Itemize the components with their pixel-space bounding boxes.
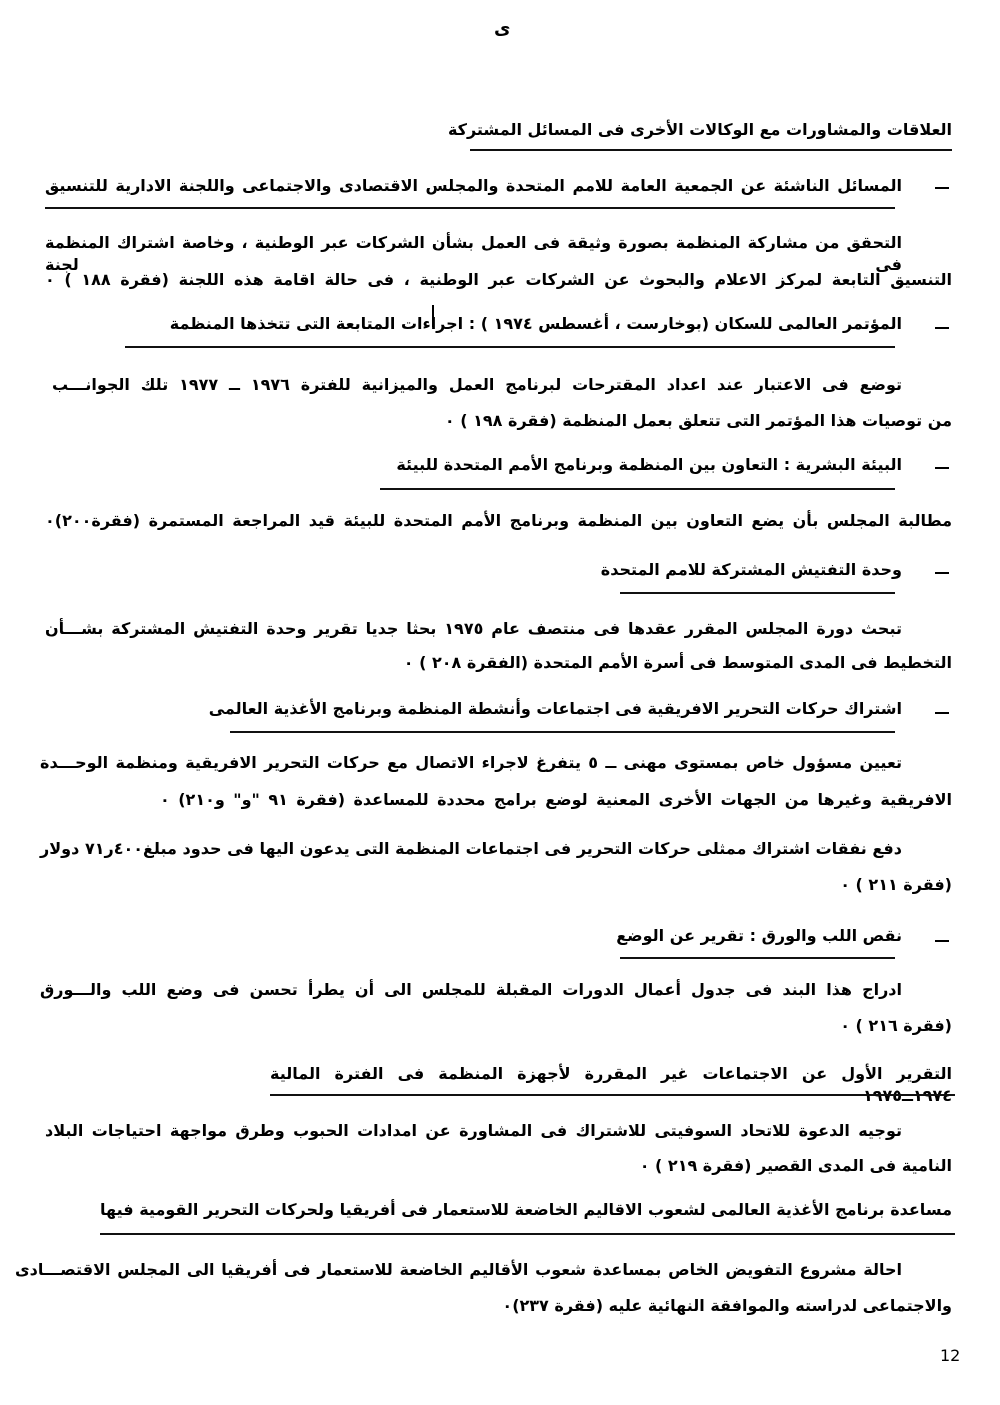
- section-title: اشتراك حركات التحرير الافريقية فى اجتماعات وأنشطة المنظمة وبرنامج الأغذية العالمى: [208, 699, 902, 718]
- title-underline: [270, 1094, 955, 1096]
- paragraph-line: والاجتماعى لدراسته والموافقة النهائية عليه (فقرة ٢٣٧)٠: [502, 1296, 952, 1315]
- page-header: ى: [494, 18, 511, 39]
- paragraph-line: توضع فى الاعتبار عند اعداد المقترحات لبرنامج العمل والميزانية للفترة ١٩٧٦ ــ ١٩٧٧ تلك الجوانـــب: [52, 375, 903, 394]
- section-title: المسائل الناشئة عن الجمعية العامة للامم المتحدة والمجلس الاقتصادى والاجتماعى واللجنة الادارية للتنسيق: [45, 176, 902, 195]
- paragraph-line: النامية فى المدى القصير (فقرة ٢١٩ ) ٠: [639, 1156, 952, 1175]
- title-underline: [45, 207, 895, 209]
- main-heading: العلاقات والمشاورات مع الوكالات الأخرى فى المسائل المشتركة: [447, 120, 952, 139]
- paragraph-line: مطالبة المجلس بأن يضع التعاون بين المنظمة وبرنامج الأمم المتحدة للبيئة قيد المراجعة المستمرة (فقرة٢٠٠)٠: [45, 511, 952, 530]
- bullet-dash: [935, 467, 949, 469]
- paragraph-line: دفع نفقات اشتراك ممثلى حركات التحرير فى اجتماعات المنظمة التى يدعون اليها فى حدود مبلغ٤٠٠ر٧١ دولار: [40, 839, 902, 858]
- bullet-dash: [935, 327, 949, 329]
- paragraph-line: ادراج هذا البند فى جدول أعمال الدورات المقبلة للمجلس الى أن يطرأ تحسن فى وضع اللب والـــورق: [40, 980, 902, 999]
- page-number: 12: [940, 1346, 961, 1365]
- section-title: وحدة التفتيش المشتركة للامم المتحدة: [600, 560, 902, 579]
- paragraph-line: التحقق من مشاركة المنظمة بصورة وثيقة فى العمل بشأن الشركات عبر الوطنية ، وخاصة اشتراك المنظمة فى لجنة: [45, 233, 902, 274]
- heading-underline: [470, 149, 952, 151]
- paragraph-line: من توصيات هذا المؤتمر التى تتعلق بعمل المنظمة (فقرة ١٩٨ ) ٠: [444, 411, 952, 430]
- title-underline: [125, 346, 895, 348]
- paragraph-line: تعيين مسؤول خاص بمستوى مهنى ــ ٥ يتفرغ لاجراء الاتصال مع حركات التحرير الافريقية ومنظمة الوحـــدة: [40, 753, 902, 772]
- paragraph-line: التخطيط فى المدى المتوسط فى أسرة الأمم المتحدة (الفقرة ٢٠٨ ) ٠: [403, 653, 952, 672]
- bullet-dash: [935, 187, 949, 189]
- title-underline: [100, 1233, 955, 1235]
- title-underline: [620, 957, 895, 959]
- section-title: مساعدة برنامج الأغذية العالمى لشعوب الاقاليم الخاضعة للاستعمار فى أفريقيا ولحركات التحرير القومية فيها: [100, 1200, 952, 1219]
- bullet-dash: [935, 712, 949, 714]
- paragraph-line: التنسيق التابعة لمركز الاعلام والبحوث عن الشركات عبر الوطنية ، فى حالة اقامة هذه اللجنة (فقرة ١٨٨ ) ٠: [45, 270, 952, 289]
- paragraph-line: الافريقية وغيرها من الجهات الأخرى المعنية لوضع برامج محددة للمساعدة (فقرة ٩١ "و" و٢١٠) ٠: [160, 790, 953, 809]
- section-title: البيئة البشرية : التعاون بين المنظمة وبرنامج الأمم المتحدة للبيئة: [396, 455, 902, 474]
- bullet-dash: [935, 572, 949, 574]
- title-underline: [230, 731, 895, 733]
- paragraph-line: (فقرة ٢١٦ ) ٠: [840, 1016, 952, 1035]
- paragraph-line: (فقرة ٢١١ ) ٠: [840, 875, 952, 894]
- section-title: نقص اللب والورق : تقرير عن الوضع: [616, 926, 902, 945]
- bullet-dash: [935, 940, 949, 942]
- title-underline: [380, 488, 895, 490]
- paragraph-line: احالة مشروع التفويض الخاص بمساعدة شعوب الأقاليم الخاضعة للاستعمار فى أفريقيا الى المجلس الاقتصـــادى: [15, 1260, 902, 1279]
- paragraph-line: توجيه الدعوة للاتحاد السوفيتى للاشتراك فى المشاورة عن امدادات الحبوب وطرق مواجهة احتياجات البلاد: [45, 1121, 902, 1140]
- section-title: التقرير الأول عن الاجتماعات غير المقررة لأجهزة المنظمة فى الفترة المالية: [270, 1064, 952, 1083]
- title-underline: [620, 592, 895, 594]
- section-title: المؤتمر العالمى للسكان (بوخارست ، أغسطس ١٩٧٤ ) : اجراءات المتابعة التى تتخذها المنظمة: [169, 314, 902, 333]
- paragraph-line: تبحث دورة المجلس المقرر عقدها فى منتصف عام ١٩٧٥ بحثا جديا تقرير وحدة التفتيش المشتركة بشـــأن: [45, 619, 902, 638]
